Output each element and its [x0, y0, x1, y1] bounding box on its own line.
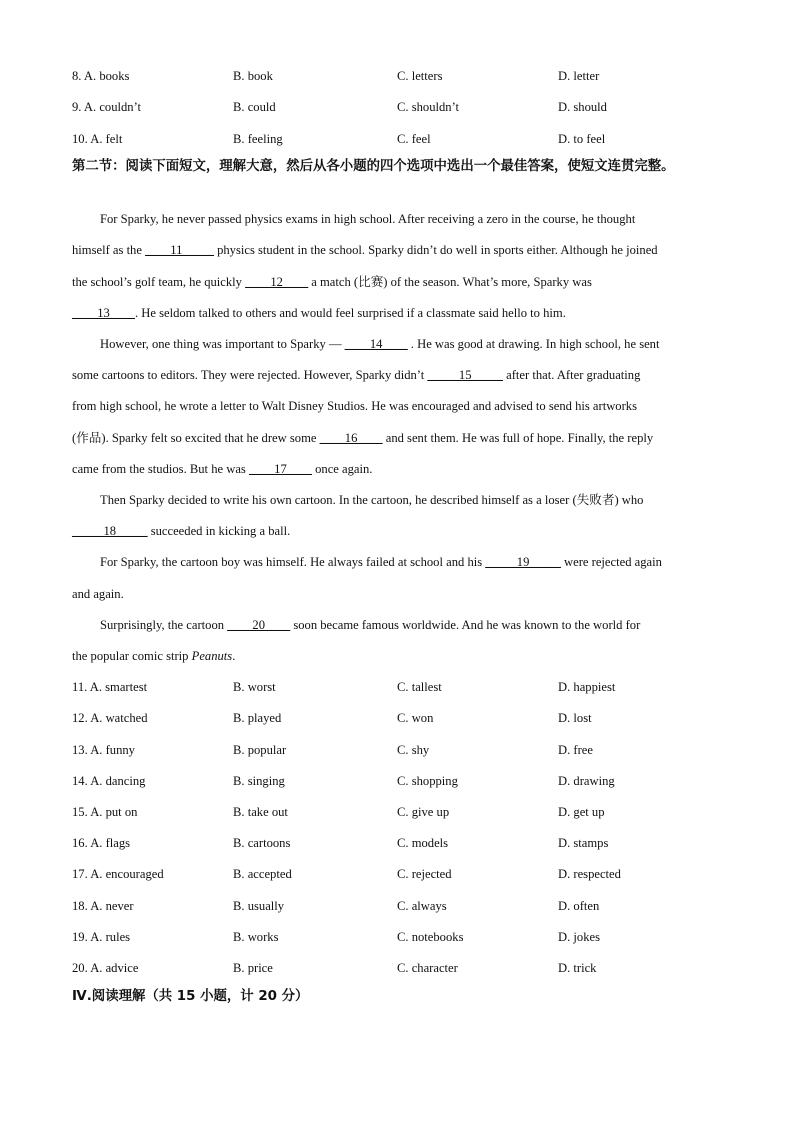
option-a: 17. A. encouraged: [72, 867, 164, 881]
options-row-9: [72, 97, 752, 117]
option-d: D. often: [558, 899, 600, 913]
passage-text: Surprisingly, the cartoon: [100, 618, 228, 632]
options-row-11: [72, 677, 752, 697]
option-c: C. rejected: [397, 867, 452, 881]
blank-14[interactable]: ____14____: [344, 337, 408, 351]
option-c: C. shopping: [397, 774, 458, 788]
option-a: 15. A. put on: [72, 805, 138, 819]
option-d: D. to feel: [558, 132, 606, 146]
option-c: C. notebooks: [397, 930, 464, 944]
passage-line: [72, 646, 732, 666]
option-a-text: A. books: [83, 69, 130, 83]
question-number: 10.: [72, 132, 88, 146]
passage-text: after that. After graduating: [502, 368, 641, 382]
option-a: 13. A. funny: [72, 743, 135, 757]
options-row-18: [72, 896, 752, 916]
option-d: D. free: [558, 743, 593, 757]
options-row-17: [72, 864, 752, 884]
passage-line: and again.: [72, 587, 124, 601]
passage-line: [72, 521, 732, 541]
section2-heading: 第二节：阅读下面短文，理解大意，然后从各小题的四个选项中选出一个最佳答案，使短文连贯完整。: [72, 159, 675, 174]
passage-text: and sent them. He was full of hope. Finally, the reply: [382, 431, 654, 445]
passage-text: came from the studios. But he was: [72, 462, 249, 476]
blank-19[interactable]: _____19_____: [485, 555, 561, 569]
option-a: 12. A. watched: [72, 711, 148, 725]
blank-11[interactable]: ____11_____: [145, 243, 214, 257]
option-b: B. price: [233, 961, 273, 975]
passage-text: (作品). Sparky felt so excited that he drew some: [72, 431, 320, 445]
option-b: B. accepted: [233, 867, 292, 881]
option-a: 14. A. dancing: [72, 774, 146, 788]
option-b: B. singing: [233, 774, 285, 788]
option-c: C. letters: [397, 69, 443, 83]
option-b: B. works: [233, 930, 279, 944]
option-a: 18. A. never: [72, 899, 134, 913]
option-c: C. tallest: [397, 680, 442, 694]
option-d: D. stamps: [558, 836, 609, 850]
section4-heading: Ⅳ.阅读理解（共 15 小题，计 20 分）: [72, 989, 309, 1004]
passage-line: For Sparky, he never passed physics exams in high school. After receiving a zero in the course, he thought: [100, 212, 636, 226]
option-b: B. worst: [233, 680, 276, 694]
passage-text: the school’s golf team, he quickly: [72, 275, 246, 289]
passage-text: For Sparky, the cartoon boy was himself. He always failed at school and his: [100, 555, 486, 569]
option-d: D. drawing: [558, 774, 615, 788]
blank-13[interactable]: ____13____: [72, 306, 135, 320]
option-c: C. won: [397, 711, 434, 725]
passage-line: [72, 303, 732, 323]
option-d: D. jokes: [558, 930, 600, 944]
option-b: B. cartoons: [233, 836, 291, 850]
option-c: C. give up: [397, 805, 450, 819]
options-row-16: [72, 833, 752, 853]
option-d: D. should: [558, 100, 607, 114]
options-row-19: [72, 927, 752, 947]
passage-text: a match (比赛) of the season. What’s more, Sparky was: [308, 275, 592, 289]
passage-line: Then Sparky decided to write his own cartoon. In the cartoon, he described himself as a loser (失败者) who: [100, 493, 644, 507]
passage-line: [100, 334, 760, 354]
option-b: B. played: [233, 711, 282, 725]
option-c: C. shouldn’t: [397, 100, 460, 114]
question-number: 8.: [72, 69, 82, 83]
option-d: D. letter: [558, 69, 600, 83]
blank-12[interactable]: ____12____: [245, 275, 309, 289]
passage-line: [100, 552, 760, 572]
options-row-13: [72, 740, 752, 760]
options-row-12: [72, 708, 752, 728]
option-a: [72, 66, 129, 86]
option-c: C. feel: [397, 132, 431, 146]
option-d: D. lost: [558, 711, 592, 725]
passage-line: [72, 428, 732, 448]
option-b: B. could: [233, 100, 276, 114]
option-d: D. trick: [558, 961, 597, 975]
options-row-10: [72, 129, 752, 149]
passage-line: [100, 615, 760, 635]
passage-text: once again.: [311, 462, 373, 476]
option-a: 20. A. advice: [72, 961, 139, 975]
passage-text: . He seldom talked to others and would feel surprised if a classmate said hello to him.: [134, 306, 566, 320]
passage-text: the popular comic strip: [72, 649, 192, 663]
options-row-8: [72, 66, 752, 86]
passage-line: [72, 365, 732, 385]
option-c: C. always: [397, 899, 447, 913]
options-row-14: [72, 771, 752, 791]
passage-text: . He was good at drawing. In high school, he sent: [407, 337, 660, 351]
options-row-20: [72, 958, 752, 978]
passage-text: himself as the: [72, 243, 146, 257]
option-b: B. book: [233, 69, 273, 83]
question-number: 9.: [72, 100, 82, 114]
passage-text: .: [232, 649, 236, 663]
options-row-15: [72, 802, 752, 822]
option-c: C. character: [397, 961, 458, 975]
passage-text: some cartoons to editors. They were rejected. However, Sparky didn’t: [72, 368, 428, 382]
option-a-text: A. couldn’t: [83, 100, 142, 114]
passage-line: from high school, he wrote a letter to Walt Disney Studios. He was encouraged and advised to send his artworks: [72, 399, 637, 413]
option-b: B. feeling: [233, 132, 283, 146]
option-a: 19. A. rules: [72, 930, 131, 944]
blank-17[interactable]: ____17____: [248, 462, 312, 476]
passage-text: soon became famous worldwide. And he was known to the world for: [290, 618, 641, 632]
passage-line: [72, 459, 732, 479]
option-a: 11. A. smartest: [72, 680, 148, 694]
comic-title: Peanuts: [191, 649, 233, 663]
passage-text: were rejected again: [560, 555, 662, 569]
option-b: B. usually: [233, 899, 285, 913]
option-d: D. get up: [558, 805, 605, 819]
option-c: C. shy: [397, 743, 430, 757]
option-a: [72, 129, 122, 149]
option-a-text: A. felt: [90, 132, 123, 146]
blank-18[interactable]: _____18_____: [72, 524, 148, 538]
passage-line: [72, 240, 732, 260]
passage-text: succeeded in kicking a ball.: [147, 524, 291, 538]
option-a: 16. A. flags: [72, 836, 131, 850]
blank-16[interactable]: ____16____: [319, 431, 383, 445]
passage-text: physics student in the school. Sparky didn’t do well in sports either. Although he joined: [213, 243, 658, 257]
passage-line: [72, 272, 732, 292]
blank-20[interactable]: ____20____: [227, 618, 291, 632]
option-c: C. models: [397, 836, 449, 850]
option-a: [72, 97, 141, 117]
passage-text: However, one thing was important to Sparky —: [100, 337, 345, 351]
option-b: B. popular: [233, 743, 287, 757]
blank-15[interactable]: _____15_____: [427, 368, 503, 382]
option-d: D. respected: [558, 867, 621, 881]
option-b: B. take out: [233, 805, 288, 819]
option-d: D. happiest: [558, 680, 616, 694]
